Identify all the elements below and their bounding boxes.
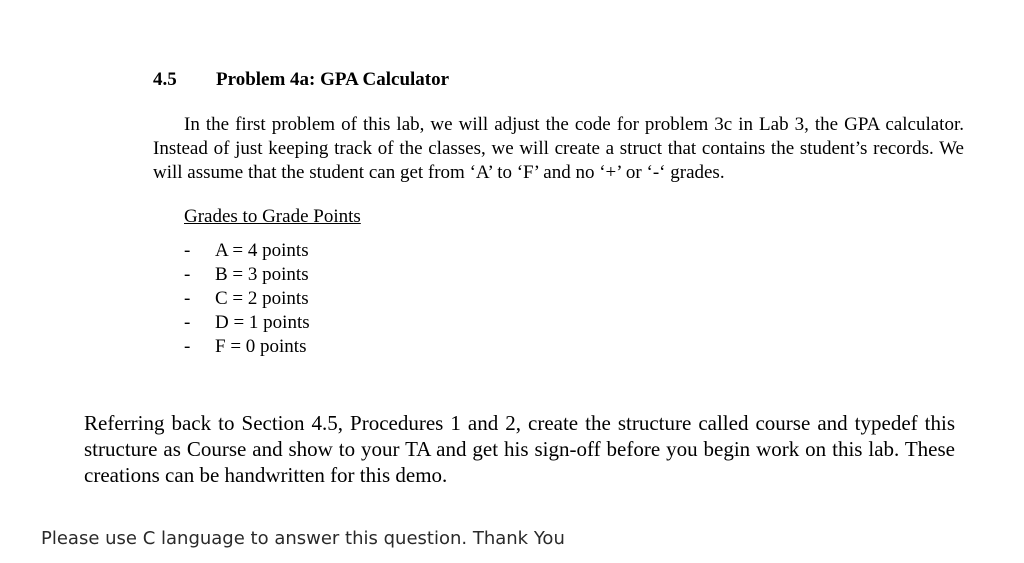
list-bullet: - xyxy=(184,336,191,357)
list-bullet: - xyxy=(184,240,191,261)
grade-item-b: B = 3 points xyxy=(215,264,309,285)
grade-item-d: D = 1 points xyxy=(215,312,310,333)
grade-points-list xyxy=(184,239,310,359)
grade-item-a: A = 4 points xyxy=(215,240,309,261)
list-item xyxy=(184,263,310,287)
grade-item-c: C = 2 points xyxy=(215,288,309,309)
section-heading xyxy=(153,68,449,92)
list-bullet: - xyxy=(184,288,191,309)
grade-item-f: F = 0 points xyxy=(215,336,307,357)
section-number: 4.5 xyxy=(153,69,177,90)
intro-paragraph: In the first problem of this lab, we will adjust the code for problem 3c in Lab 3, the GPA calculator. Instead of just keeping track of the classes, we will create a struct that contains the student’s records. We will assume that the student can get from ‘A’ to ‘F’ and no ‘+’ or ‘-‘ grades. xyxy=(153,114,964,183)
list-bullet: - xyxy=(184,264,191,285)
grades-heading: Grades to Grade Points xyxy=(184,206,361,227)
section-title: Problem 4a: GPA Calculator xyxy=(216,69,450,90)
list-item xyxy=(184,239,310,263)
list-item xyxy=(184,335,310,359)
list-item xyxy=(184,311,310,335)
list-bullet: - xyxy=(184,312,191,333)
question-note: Please use C language to answer this question. Thank You xyxy=(41,528,565,549)
instructions-paragraph: Referring back to Section 4.5, Procedures 1 and 2, create the structure called course and typedef this structure as Course and show to your TA and get his sign-off before you begin work on this lab. These creations can be handwritten for this demo. xyxy=(84,411,955,487)
list-item xyxy=(184,287,310,311)
